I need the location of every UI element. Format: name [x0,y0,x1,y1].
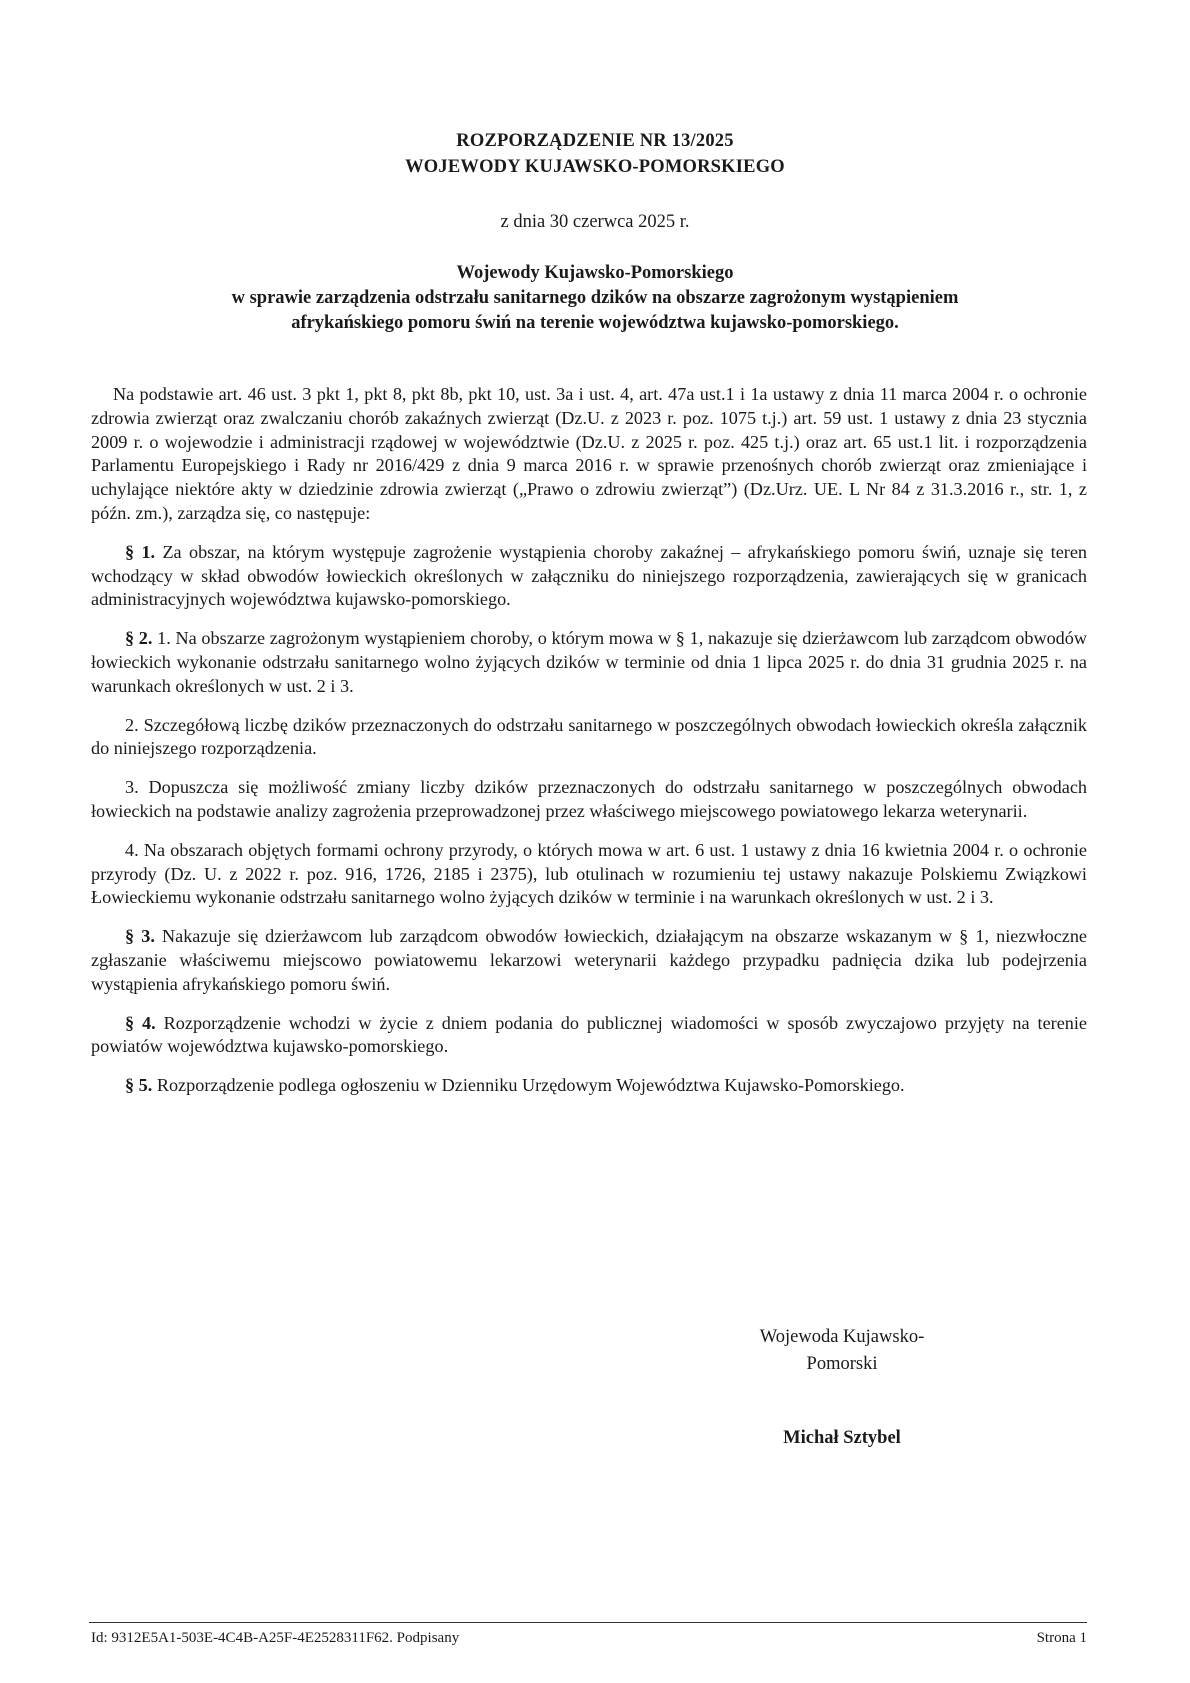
signatory-office-line-1: Wojewoda Kujawsko- [759,1327,925,1347]
section-4-paragraph [91,1012,1087,1060]
section-2-paragraph [91,627,1087,698]
section-2-point-2: 2. Szczegółową liczbę dzików przeznaczonych do odstrzału sanitarnego w poszczególnych obwodach łowieckich określa załącznik do niniejszego rozporządzenia. [91,714,1087,759]
signatory-name: Michał Sztybel [783,1428,901,1448]
section-1-label: § 1. [125,541,156,562]
subject-line-1: Wojewody Kujawsko-Pomorskiego [456,263,734,283]
section-2-point-4: 4. Na obszarach objętych formami ochrony przyrody, o których mowa w art. 6 ust. 1 ustawy z dnia 16 kwietnia 2004 r. o ochronie przyrody (Dz. U. z 2022 r. poz. 916, 1726, 2185 i 2375), lub otulinach w rozumieniu tej ustawy nakazuje Polskiemu Związkowi Łowieckiemu wykonanie odstrzału sanitarnego wolno żyjących dzików w terminie i na warunkach określonych w ust. 2 i 3. [91,839,1087,908]
section-2-point-3: 3. Dopuszcza się możliwość zmiany liczby dzików przeznaczonych do odstrzału sanitarnego w poszczególnych obwodach łowieckich na podstawie analizy zagrożenia przeprowadzonej przez właściwego miejscowego powiatowego lekarza weterynarii. [91,777,1087,821]
signatory-office-line-2: Pomorski [806,1354,878,1374]
section-4-text: Rozporządzenie wchodzi w życie z dniem podania do publicznej wiadomości w sposób zwyczajowo przyjęty na terenie powiatów województwa kujawsko-pomorskiego. [91,1012,1088,1057]
section-1-text: Za obszar, na którym występuje zagrożenie wystąpienia choroby zakaźnej – afrykańskiego pomoru świń, uznaje się teren wchodzący w skład obwodów łowieckich określonych w załączniku do niniejszego rozporządzenia, zawierających się w granicach administracyjnych województwa kujawsko-pomorskiego. [91,541,1088,610]
document-date: z dnia 30 czerwca 2025 r. [500,212,690,232]
title-line-2: WOJEWODY KUJAWSKO-POMORSKIEGO [405,157,785,177]
document-body [91,383,1087,1113]
section-3-paragraph [91,925,1087,996]
section-5-paragraph [91,1074,1087,1098]
page-number: Strona 1 [1036,1630,1087,1646]
section-3-label: § 3. [125,926,155,947]
document-subject [0,261,1190,336]
section-5-label: § 5. [125,1075,153,1096]
subject-line-2: w sprawie zarządzenia odstrzału sanitarnego dzików na obszarze zagrożonym wystąpieniem [231,288,959,308]
section-1-paragraph [91,541,1087,612]
preamble-paragraph: Na podstawie art. 46 ust. 3 pkt 1, pkt 8, pkt 8b, pkt 10, ust. 3a i ust. 4, art. 47a ust.1 i 1a ustawy z dnia 11 marca 2004 r. o ochronie zdrowia zwierząt oraz zwalczaniu chorób zakaźnych zwierząt (Dz.U. z 2023 r. poz. 1075 t.j.) art. 59 ust. 1 ustawy z dnia 23 stycznia 2009 r. o wojewodzie i administracji rządowej w województwie (Dz.U. z 2025 r. poz. 425 t.j.) oraz art. 65 ust.1 lit. i rozporządzenia Parlamentu Europejskiego i Rady nr 2016/429 z dnia 9 marca 2016 r. w sprawie przenośnych chorób zwierząt oraz zmieniające i uchylające niektóre akty w dziedzinie zdrowia zwierząt („Prawo o zdrowiu zwierząt”) (Dz.Urz. UE. L Nr 84 z 31.3.2016 r., str. 1, z późn. zm.), zarządza się, co następuje: [91,384,1087,523]
document-title [0,128,1190,180]
section-2-label: § 2. [125,628,153,649]
document-id: Id: 9312E5A1-503E-4C4B-A25F-4E2528311F62. Podpisany [91,1630,460,1646]
section-3-text: Nakazuje się dzierżawcom lub zarządcom obwodów łowieckich, działającym na obszarze wskazanym w § 1, niezwłoczne zgłaszanie właściwemu miejscowo powiatowemu lekarzowi weterynarii każdego przypadku padnięcia dzika lub podejrzenia wystąpienia afrykańskiego pomoru świń. [91,926,1088,994]
section-4-label: § 4. [125,1012,156,1033]
subject-line-3: afrykańskiego pomoru świń na terenie województwa kujawsko-pomorskiego. [291,313,899,333]
signatory-office [732,1324,952,1378]
section-2-text: 1. Na obszarze zagrożonym wystąpieniem choroby, o którym mowa w § 1, nakazuje się dzierżawcom lub zarządcom obwodów łowieckich wykonanie odstrzału sanitarnego wolno żyjących dzików w terminie od dnia 1 lipca 2025 r. do dnia 31 grudnia 2025 r. na warunkach określonych w ust. 2 i 3. [91,628,1088,696]
footer-divider [89,1622,1087,1623]
section-5-text: Rozporządzenie podlega ogłoszeniu w Dzienniku Urzędowym Województwa Kujawsko-Pomorskiego. [152,1075,905,1096]
title-line-1: ROZPORZĄDZENIE NR 13/2025 [456,131,734,151]
